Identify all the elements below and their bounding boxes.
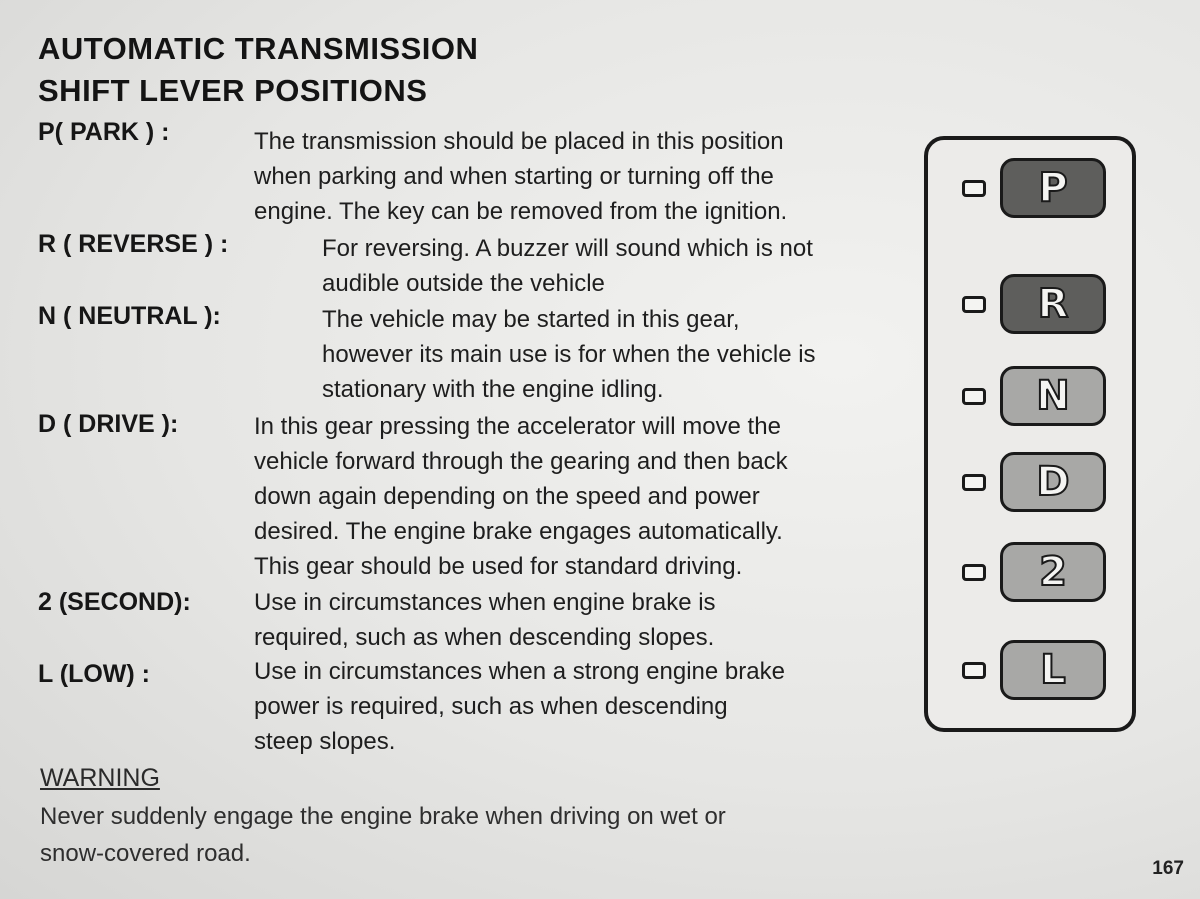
desc-line: Use in circumstances when engine brake is [254,589,716,616]
gear-2-letter: 2 [1039,549,1067,595]
gear-d-box [1000,452,1106,512]
indicator-light-icon [962,564,986,581]
gear-r-letter: R [1037,281,1069,327]
reverse-label: R ( REVERSE ) : [38,230,229,258]
gear-row-l [928,640,1132,700]
gear-row-d [928,452,1132,512]
reverse-description [322,231,813,301]
indicator-light-icon [962,296,986,313]
neutral-description [322,302,816,407]
gear-n-box [1000,366,1106,426]
gear-l-box [1000,640,1106,700]
low-description [254,654,785,759]
warning-heading: WARNING [40,764,160,792]
desc-line: down again depending on the speed and power [254,483,760,510]
desc-line: power is required, such as when descending [254,693,728,720]
neutral-label: N ( NEUTRAL ): [38,302,221,330]
second-label: 2 (SECOND): [38,588,191,616]
park-description [254,124,787,229]
drive-description [254,409,788,584]
indicator-light-icon [962,388,986,405]
warning-line: Never suddenly engage the engine brake when driving on wet or [40,803,726,830]
warning-text [40,798,726,872]
drive-label: D ( DRIVE ): [38,410,179,438]
gear-2-box [1000,542,1106,602]
desc-line: desired. The engine brake engages automatically. [254,518,783,545]
desc-line: For reversing. A buzzer will sound which is not [322,235,813,262]
gear-p-letter: P [1038,165,1068,211]
desc-line: required, such as when descending slopes. [254,624,715,651]
title-line-2: SHIFT LEVER POSITIONS [38,73,428,108]
desc-line: The transmission should be placed in this position [254,128,784,155]
gear-row-p [928,158,1132,218]
indicator-light-icon [962,662,986,679]
gear-row-2 [928,542,1132,602]
desc-line: audible outside the vehicle [322,270,605,297]
gear-r-box [1000,274,1106,334]
desc-line: In this gear pressing the accelerator will move the [254,413,781,440]
gear-row-r [928,274,1132,334]
desc-line: vehicle forward through the gearing and then back [254,448,788,475]
indicator-light-icon [962,474,986,491]
second-description [254,585,716,655]
low-label: L (LOW) : [38,660,150,688]
page-number: 167 [1152,858,1184,879]
title-line-1: AUTOMATIC TRANSMISSION [38,31,479,66]
indicator-light-icon [962,180,986,197]
page-title [38,28,478,112]
gear-d-letter: D [1036,459,1070,505]
gear-selector-illustration [924,136,1136,732]
desc-line: Use in circumstances when a strong engine brake [254,658,785,685]
desc-line: steep slopes. [254,728,396,755]
desc-line: The vehicle may be started in this gear, [322,306,740,333]
desc-line: when parking and when starting or turning off the [254,163,774,190]
desc-line: This gear should be used for standard driving. [254,553,743,580]
park-label: P( PARK ) : [38,118,170,146]
warning-line: snow-covered road. [40,840,251,867]
gear-l-letter: L [1040,647,1066,693]
desc-line: stationary with the engine idling. [322,376,664,403]
gear-n-letter: N [1036,373,1070,419]
desc-line: engine. The key can be removed from the ignition. [254,198,788,225]
gear-row-n [928,366,1132,426]
gear-p-box [1000,158,1106,218]
desc-line: however its main use is for when the vehicle is [322,341,816,368]
